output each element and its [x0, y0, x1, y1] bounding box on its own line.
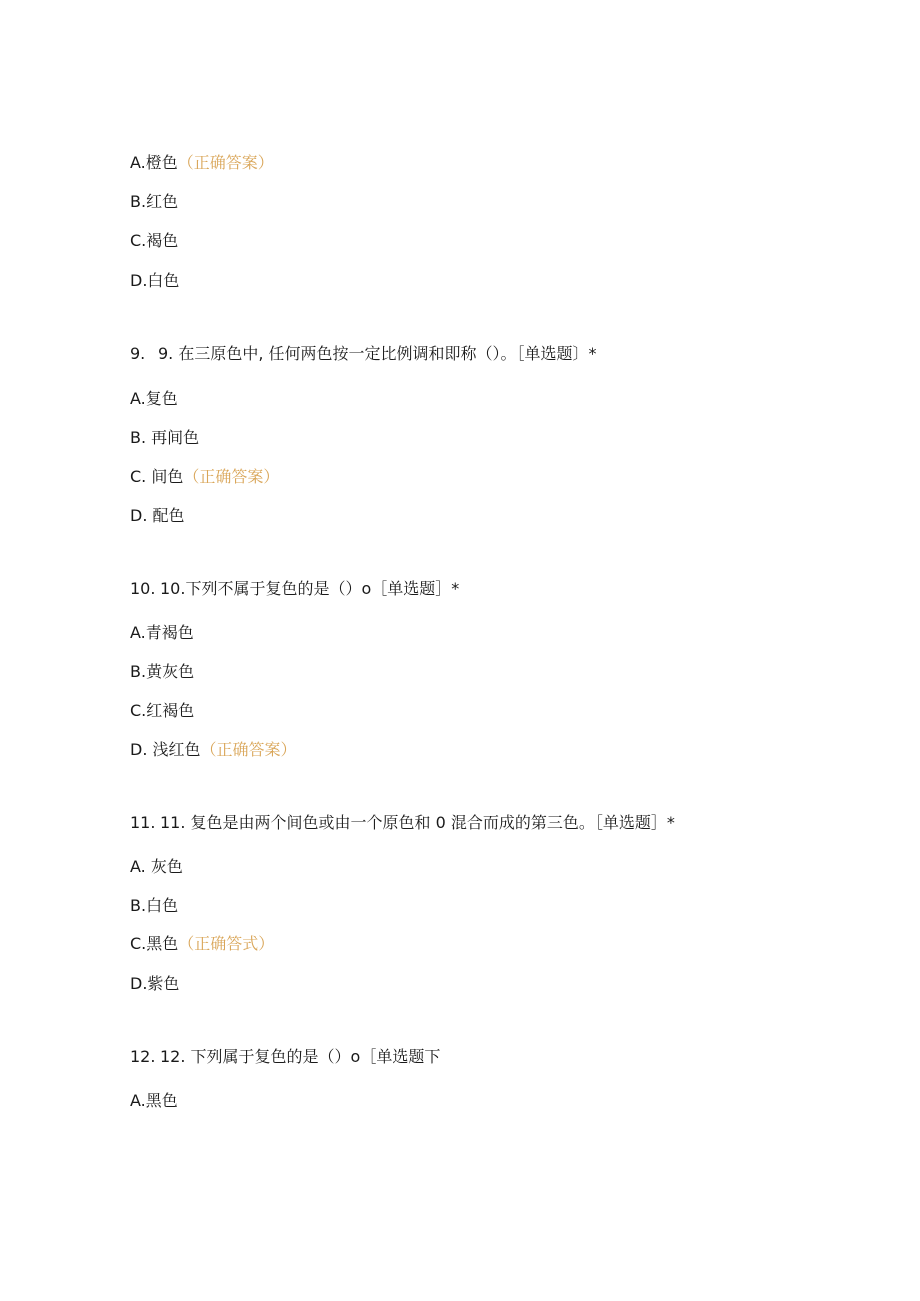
option-d — [130, 271, 179, 291]
question-number: 9. — [130, 344, 146, 363]
option-c — [130, 467, 279, 487]
question-11 — [130, 813, 675, 833]
option-a — [130, 623, 194, 643]
option-text: D. 配色 — [130, 506, 185, 525]
option-b — [130, 896, 178, 916]
question-number: 10. — [130, 579, 156, 598]
option-d — [130, 740, 297, 760]
question-text: 10.下列不属于复色的是（）o［单选题］* — [160, 579, 460, 598]
option-text: C. 间色 — [130, 467, 184, 486]
option-text: D.紫色 — [130, 974, 180, 993]
option-text: C.褐色 — [130, 231, 179, 250]
correct-answer-mark: （正确答式） — [178, 934, 275, 953]
option-d — [130, 506, 185, 526]
option-text: C.黑色 — [130, 934, 179, 953]
question-10 — [130, 579, 459, 599]
option-text: A.黑色 — [130, 1091, 178, 1110]
option-c — [130, 701, 194, 721]
option-text: B. 再间色 — [130, 428, 200, 447]
option-a — [130, 857, 183, 877]
correct-answer-mark: （正确答案） — [177, 153, 274, 172]
option-c — [130, 231, 178, 251]
option-text: A. 灰色 — [130, 857, 183, 876]
option-a — [130, 1091, 178, 1111]
option-a — [130, 153, 274, 173]
correct-answer-mark: （正确答案） — [200, 740, 297, 759]
option-text: A.青褐色 — [130, 623, 194, 642]
option-c — [130, 934, 274, 954]
option-b — [130, 428, 199, 448]
correct-answer-mark: （正确答案） — [183, 467, 280, 486]
question-number: 11. — [130, 813, 156, 832]
option-text: A.橙色 — [130, 153, 178, 172]
question-number: 12. — [130, 1047, 156, 1066]
question-text: 11. 复色是由两个间色或由一个原色和 0 混合而成的第三色。［单选题］* — [160, 813, 675, 832]
option-text: A.复色 — [130, 389, 178, 408]
option-a — [130, 389, 178, 409]
option-text: C.红褐色 — [130, 701, 195, 720]
option-b — [130, 662, 194, 682]
option-text: D. 浅红色 — [130, 740, 201, 759]
option-text: D.白色 — [130, 271, 180, 290]
question-text: 12. 下列属于复色的是（）o［单选题下 — [160, 1047, 441, 1066]
question-text: 9. 在三原色中, 任何两色按一定比例调和即称（）。［单选题〕* — [158, 344, 597, 363]
option-b — [130, 192, 178, 212]
option-text: B.白色 — [130, 896, 179, 915]
option-d — [130, 974, 179, 994]
option-text: B.红色 — [130, 192, 179, 211]
option-text: B.黄灰色 — [130, 662, 195, 681]
question-9 — [130, 344, 597, 364]
question-12 — [130, 1047, 440, 1067]
